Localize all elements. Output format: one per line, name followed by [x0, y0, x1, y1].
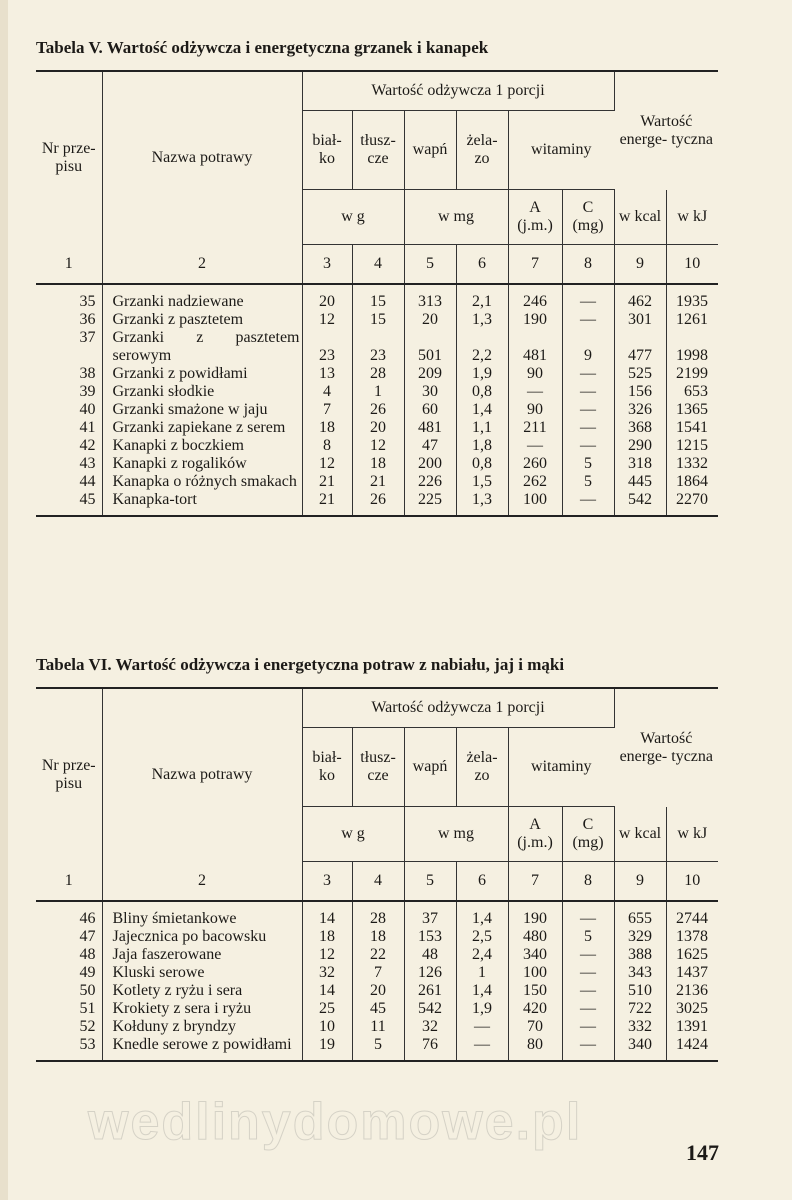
vitamin-a: 90 [508, 365, 562, 383]
recipe-nr: 39 [36, 383, 102, 401]
header-witaminy: witaminy [508, 728, 614, 807]
calcium: 481 [404, 419, 456, 437]
iron: 1,3 [456, 311, 508, 329]
fat: 28 [352, 901, 404, 928]
protein: 12 [302, 455, 352, 473]
calcium: 37 [404, 901, 456, 928]
col-number: 6 [456, 245, 508, 285]
calcium: 153 [404, 928, 456, 946]
energy-kcal: 525 [614, 365, 666, 383]
vitamin-c: 5 [562, 455, 614, 473]
iron: 1,5 [456, 473, 508, 491]
recipe-nr: 44 [36, 473, 102, 491]
vitamin-c: — [562, 1036, 614, 1061]
fat: 20 [352, 419, 404, 437]
vitamin-c: — [562, 311, 614, 329]
calcium: 32 [404, 1018, 456, 1036]
recipe-nr: 41 [36, 419, 102, 437]
iron: 1,4 [456, 901, 508, 928]
dish-name: Bliny śmietankowe [102, 901, 302, 928]
calcium: 209 [404, 365, 456, 383]
dish-name: Grzanki zapiekane z serem [102, 419, 302, 437]
fat: 26 [352, 491, 404, 516]
energy-kj: 3025 [676, 1000, 709, 1017]
col-number: 10 [666, 245, 718, 285]
protein: 21 [302, 491, 352, 516]
table-row [36, 964, 718, 982]
table-v-caption: Tabela V. Wartość odżywcza i energetyczna grzanek i kanapek [36, 38, 489, 57]
recipe-nr: 40 [36, 401, 102, 419]
calcium: 48 [404, 946, 456, 964]
fat: 11 [352, 1018, 404, 1036]
iron: — [456, 1036, 508, 1061]
energy-kj: 2270 [666, 491, 718, 516]
col-number: 5 [404, 862, 456, 902]
dish-name: Grzanki słodkie [102, 383, 302, 401]
energy-kcal: 343 [614, 964, 666, 982]
fat: 18 [352, 928, 404, 946]
dish-name: Jaja faszerowane [102, 946, 302, 964]
table-row [36, 491, 718, 516]
header-zelazo: żela- zo [456, 728, 508, 807]
fat: 18 [352, 455, 404, 473]
header-nutritional: Wartość odżywcza 1 porcji [302, 71, 614, 111]
protein: 7 [302, 401, 352, 419]
dish-name: Krokiety z sera i ryżu [102, 1000, 302, 1018]
energy-kcal: 301 [614, 311, 666, 329]
vitamin-c: — [562, 383, 614, 401]
header-kj: w kJ [666, 807, 718, 862]
energy-kj: 2744 [676, 910, 709, 927]
header-unit-g: w g [302, 190, 404, 245]
vitamin-c: — [562, 982, 614, 1000]
energy-kj: 2199 [676, 365, 709, 382]
energy-kcal: 156 [614, 383, 666, 401]
vitamin-a: 211 [508, 419, 562, 437]
protein: 32 [302, 964, 352, 982]
recipe-nr: 45 [36, 491, 102, 516]
table-row [36, 928, 718, 946]
energy-kj: 1391 [676, 1018, 709, 1035]
header-energy: Wartość energe- tyczna [614, 71, 718, 190]
vitamin-c: — [562, 437, 614, 455]
header-name: Nazwa potrawy [102, 71, 302, 245]
vitamin-a: 150 [508, 982, 562, 1000]
fat: 20 [352, 982, 404, 1000]
energy-kcal: 340 [614, 1036, 666, 1061]
header-nr: Nr prze- pisu [36, 71, 102, 245]
col-number: 9 [614, 245, 666, 285]
fat: 15 [352, 284, 404, 311]
dish-name: Grzanki z pasztetem [102, 311, 302, 329]
recipe-nr: 38 [36, 365, 102, 383]
recipe-nr: 35 [36, 284, 102, 311]
header-wapn: wapń [404, 111, 456, 190]
vitamin-a: 190 [508, 901, 562, 928]
dish-name: Kanapki z rogalików [102, 455, 302, 473]
col-number: 1 [36, 245, 102, 285]
header-kj: w kJ [666, 190, 718, 245]
table-vi-header [36, 688, 718, 901]
iron: 1,4 [456, 982, 508, 1000]
fat: 15 [352, 311, 404, 329]
protein: 20 [302, 284, 352, 311]
header-vit-a: A (j.m.) [508, 190, 562, 245]
header-name: Nazwa potrawy [102, 688, 302, 862]
vitamin-a: 90 [508, 401, 562, 419]
table-row [36, 419, 718, 437]
iron: 1,4 [456, 401, 508, 419]
energy-kcal: 388 [614, 946, 666, 964]
page-number: 147 [686, 1140, 719, 1165]
col-number: 9 [614, 862, 666, 902]
vitamin-a: — [508, 383, 562, 401]
vitamin-a: 260 [508, 455, 562, 473]
energy-kj: 1261 [676, 311, 709, 328]
dish-name: Grzanki smażone w jaju [102, 401, 302, 419]
energy-kcal: 542 [614, 491, 666, 516]
dish-name: Kanapka-tort [102, 491, 302, 516]
header-nr: Nr prze- pisu [36, 688, 102, 862]
table-row [36, 1036, 718, 1061]
vitamin-c: 5 [562, 928, 614, 946]
fat: 1 [352, 383, 404, 401]
header-nutritional: Wartość odżywcza 1 porcji [302, 688, 614, 728]
header-tluszcze: tłusz- cze [352, 111, 404, 190]
iron: 2,4 [456, 946, 508, 964]
table-row [36, 982, 718, 1000]
energy-kj: 1998 [676, 347, 709, 364]
iron: 1,3 [456, 491, 508, 516]
energy-kcal: 722 [614, 1000, 666, 1018]
table-row [36, 329, 718, 365]
table-row [36, 365, 718, 383]
iron: 1,1 [456, 419, 508, 437]
table-v-header [36, 71, 718, 284]
vitamin-a: 190 [508, 311, 562, 329]
iron: 2,2 [456, 329, 508, 365]
energy-kcal: 655 [614, 901, 666, 928]
vitamin-c: — [562, 419, 614, 437]
watermark: wedlinydomowe.pl [88, 1093, 583, 1151]
energy-kj: 2136 [676, 982, 709, 999]
energy-kcal: 290 [614, 437, 666, 455]
energy-kcal: 332 [614, 1018, 666, 1036]
calcium: 313 [404, 284, 456, 311]
vitamin-a: 481 [508, 329, 562, 365]
header-zelazo: żela- zo [456, 111, 508, 190]
energy-kj: 1424 [666, 1036, 718, 1061]
col-number: 7 [508, 862, 562, 902]
recipe-nr: 51 [36, 1000, 102, 1018]
vitamin-a: 70 [508, 1018, 562, 1036]
header-kcal: w kcal [614, 807, 666, 862]
dish-name: Grzanki z pasztetem serowym [102, 329, 302, 365]
vitamin-a: 100 [508, 491, 562, 516]
table-row [36, 1018, 718, 1036]
table-v-body [36, 284, 718, 516]
fat: 26 [352, 401, 404, 419]
protein: 18 [302, 928, 352, 946]
dish-name: Kanapki z boczkiem [102, 437, 302, 455]
header-vit-c: C (mg) [562, 190, 614, 245]
iron: 0,8 [456, 383, 508, 401]
col-number: 1 [36, 862, 102, 902]
calcium: 47 [404, 437, 456, 455]
dish-name: Jajecznica po bacowsku [102, 928, 302, 946]
header-vit-c: C (mg) [562, 807, 614, 862]
calcium: 76 [404, 1036, 456, 1061]
recipe-nr: 46 [36, 901, 102, 928]
table-row [36, 437, 718, 455]
table-row [36, 473, 718, 491]
energy-kcal: 326 [614, 401, 666, 419]
iron: 1,8 [456, 437, 508, 455]
header-witaminy: witaminy [508, 111, 614, 190]
protein: 4 [302, 383, 352, 401]
header-bialko: biał- ko [302, 728, 352, 807]
recipe-nr: 42 [36, 437, 102, 455]
recipe-nr: 43 [36, 455, 102, 473]
calcium: 126 [404, 964, 456, 982]
fat: 23 [352, 329, 404, 365]
protein: 13 [302, 365, 352, 383]
col-number: 5 [404, 245, 456, 285]
calcium: 30 [404, 383, 456, 401]
protein: 8 [302, 437, 352, 455]
recipe-nr: 53 [36, 1036, 102, 1061]
energy-kj: 1625 [676, 946, 709, 963]
dish-name: Kanapka o różnych smakach [102, 473, 302, 491]
calcium: 226 [404, 473, 456, 491]
vitamin-a: 340 [508, 946, 562, 964]
recipe-nr: 49 [36, 964, 102, 982]
protein: 14 [302, 901, 352, 928]
protein: 18 [302, 419, 352, 437]
energy-kcal: 318 [614, 455, 666, 473]
protein: 12 [302, 946, 352, 964]
protein: 19 [302, 1036, 352, 1061]
dish-name: Kluski serowe [102, 964, 302, 982]
vitamin-c: — [562, 365, 614, 383]
vitamin-a: 80 [508, 1036, 562, 1061]
col-number: 2 [102, 245, 302, 285]
calcium: 501 [404, 329, 456, 365]
energy-kj: 1365 [676, 401, 709, 418]
table-vi-body [36, 901, 718, 1061]
vitamin-c: 5 [562, 473, 614, 491]
table-row [36, 311, 718, 329]
protein: 12 [302, 311, 352, 329]
table-row [36, 383, 718, 401]
calcium: 542 [404, 1000, 456, 1018]
col-number: 4 [352, 245, 404, 285]
dish-name: Kotlety z ryżu i sera [102, 982, 302, 1000]
calcium: 225 [404, 491, 456, 516]
energy-kj: 1215 [676, 437, 709, 454]
col-number: 8 [562, 245, 614, 285]
vitamin-c: — [562, 946, 614, 964]
iron: 0,8 [456, 455, 508, 473]
protein: 10 [302, 1018, 352, 1036]
calcium: 200 [404, 455, 456, 473]
iron: — [456, 1018, 508, 1036]
vitamin-a: 262 [508, 473, 562, 491]
protein: 14 [302, 982, 352, 1000]
vitamin-a: — [508, 437, 562, 455]
recipe-nr: 50 [36, 982, 102, 1000]
recipe-nr: 52 [36, 1018, 102, 1036]
header-unit-mg: w mg [404, 190, 508, 245]
calcium: 60 [404, 401, 456, 419]
vitamin-c: — [562, 491, 614, 516]
vitamin-c: — [562, 401, 614, 419]
table-vi-caption: Tabela VI. Wartość odżywcza i energetyczna potraw z nabiału, jaj i mąki [36, 655, 565, 674]
energy-kj: 1541 [676, 419, 709, 436]
vitamin-a: 420 [508, 1000, 562, 1018]
energy-kcal: 329 [614, 928, 666, 946]
col-number: 8 [562, 862, 614, 902]
table-row [36, 401, 718, 419]
calcium: 20 [404, 311, 456, 329]
col-number: 10 [666, 862, 718, 902]
vitamin-a: 100 [508, 964, 562, 982]
energy-kj: 1935 [676, 293, 709, 310]
iron: 2,5 [456, 928, 508, 946]
table-row [36, 455, 718, 473]
protein: 25 [302, 1000, 352, 1018]
table-v [36, 70, 718, 517]
iron: 2,1 [456, 284, 508, 311]
header-wapn: wapń [404, 728, 456, 807]
header-kcal: w kcal [614, 190, 666, 245]
recipe-nr: 37 [36, 329, 102, 365]
energy-kcal: 477 [614, 329, 666, 365]
header-unit-mg: w mg [404, 807, 508, 862]
fat: 21 [352, 473, 404, 491]
energy-kcal: 445 [614, 473, 666, 491]
header-unit-g: w g [302, 807, 404, 862]
vitamin-c: — [562, 284, 614, 311]
col-number: 3 [302, 245, 352, 285]
energy-kj: 1437 [676, 964, 709, 981]
energy-kj: 1378 [676, 928, 709, 945]
iron: 1,9 [456, 365, 508, 383]
recipe-nr: 36 [36, 311, 102, 329]
fat: 28 [352, 365, 404, 383]
col-number: 2 [102, 862, 302, 902]
table-row [36, 946, 718, 964]
table-row [36, 901, 718, 928]
table-vi [36, 687, 718, 1062]
fat: 7 [352, 964, 404, 982]
col-number: 6 [456, 862, 508, 902]
protein: 21 [302, 473, 352, 491]
energy-kcal: 368 [614, 419, 666, 437]
protein: 23 [302, 329, 352, 365]
iron: 1 [456, 964, 508, 982]
energy-kcal: 462 [614, 284, 666, 311]
fat: 5 [352, 1036, 404, 1061]
energy-kcal: 510 [614, 982, 666, 1000]
header-vit-a: A (j.m.) [508, 807, 562, 862]
dish-name: Kołduny z bryndzy [102, 1018, 302, 1036]
dish-name: Grzanki nadziewane [102, 284, 302, 311]
energy-kj: 1864 [676, 473, 709, 490]
iron: 1,9 [456, 1000, 508, 1018]
col-number: 4 [352, 862, 404, 902]
vitamin-a: 246 [508, 284, 562, 311]
table-row [36, 1000, 718, 1018]
page-edge [0, 0, 8, 1200]
vitamin-c: — [562, 901, 614, 928]
vitamin-c: — [562, 1000, 614, 1018]
energy-kj: 1332 [676, 455, 709, 472]
col-number: 3 [302, 862, 352, 902]
vitamin-c: 9 [562, 329, 614, 365]
energy-kj: 653 [684, 383, 709, 400]
calcium: 261 [404, 982, 456, 1000]
recipe-nr: 47 [36, 928, 102, 946]
header-bialko: biał- ko [302, 111, 352, 190]
recipe-nr: 48 [36, 946, 102, 964]
col-number: 7 [508, 245, 562, 285]
fat: 45 [352, 1000, 404, 1018]
table-row [36, 284, 718, 311]
vitamin-c: — [562, 964, 614, 982]
vitamin-c: — [562, 1018, 614, 1036]
header-tluszcze: tłusz- cze [352, 728, 404, 807]
fat: 22 [352, 946, 404, 964]
fat: 12 [352, 437, 404, 455]
dish-name: Grzanki z powidłami [102, 365, 302, 383]
vitamin-a: 480 [508, 928, 562, 946]
dish-name: Knedle serowe z powidłami [102, 1036, 302, 1061]
header-energy: Wartość energe- tyczna [614, 688, 718, 807]
